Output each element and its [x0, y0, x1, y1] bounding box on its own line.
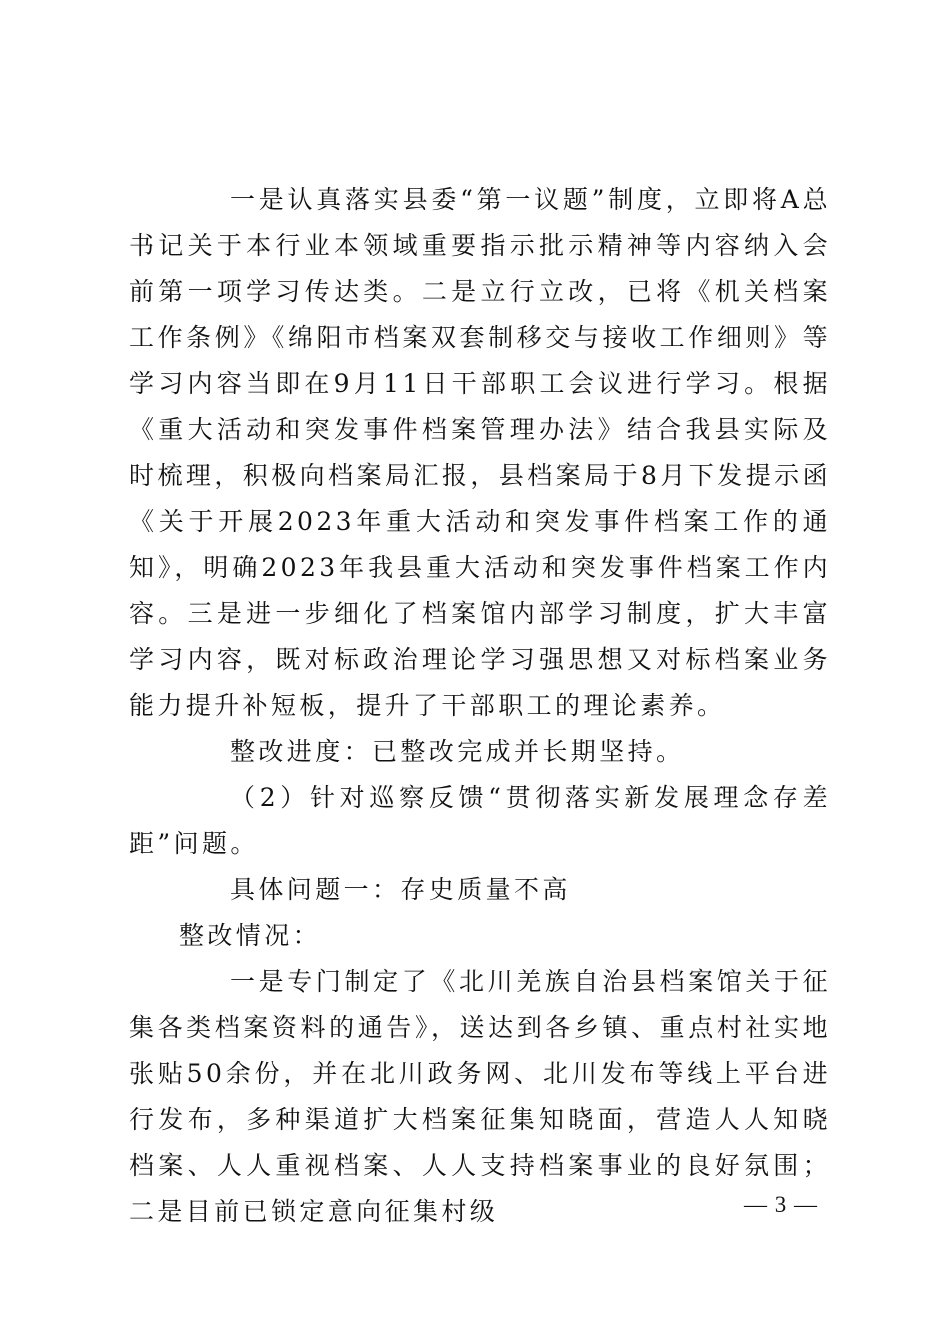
paragraph-archive-collection: 一是专门制定了《北川羌族自治县档案馆关于征集各类档案资料的通告》，送达到各乡镇、重点村社实地张贴50余份，并在北川政务网、北川发布等线上平台进行发布，多种渠道扩大档案征集知晓面，营造人人知晓档案、人人重视档案、人人支持档案事业的良好氛围；二是目前已锁定意向征集村级: [129, 967, 831, 1226]
paragraph-rectification-progress: 整改进度：已整改完成并长期坚持。: [230, 737, 685, 766]
paragraph-study-measures: 一是认真落实县委“第一议题”制度，立即将A总书记关于本行业本领域重要指示批示精神等内容纳入会前第一项学习传达类。二是立行立改，已将《机关档案工作条例》《绵阳市档案双套制移交与接收工作细则》等学习内容当即在9月11日干部职工会议进行学习。根据《重大活动和突发事件档案管理办法》结合我县实际及时梳理，积极向档案局汇报，县档案局于8月下发提示函《关于开展2023年重大活动和突发事件档案工作的通知》，明确2023年我县重大活动和突发事件档案工作内容。三是进一步细化了档案馆内部学习制度，扩大丰富学习内容，既对标政治理论学习强思想又对标档案业务能力提升补短板，提升了干部职工的理论素养。: [129, 185, 831, 720]
paragraph-specific-issue: 具体问题一：存史质量不高: [230, 875, 571, 904]
page-body: [129, 177, 831, 1235]
page-number: — 3 —: [744, 1192, 818, 1217]
paragraph-rectification-status-label: 整改情况：: [179, 921, 322, 950]
paragraph-issue-heading: （2）针对巡察反馈“贯彻落实新发展理念存差距”问题。: [129, 783, 831, 858]
